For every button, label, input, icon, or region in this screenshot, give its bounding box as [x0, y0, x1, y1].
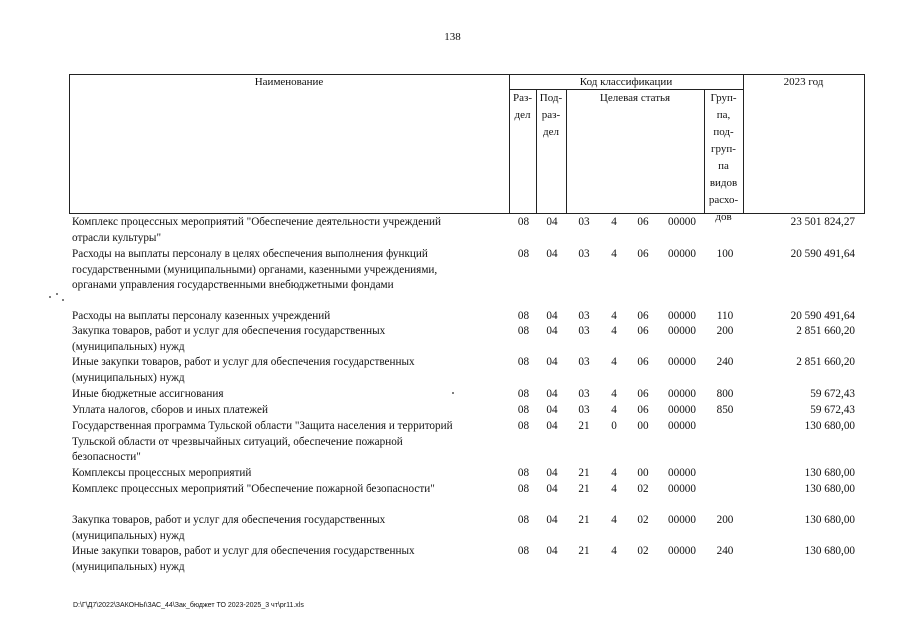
row-amount: 20 590 491,64	[790, 310, 855, 322]
row-amount: 130 680,00	[804, 483, 855, 495]
row-target-1: 03	[578, 388, 590, 400]
row-razdel: 08	[517, 483, 530, 495]
row-target-3: 02	[637, 545, 649, 557]
row-group: 800	[716, 388, 734, 400]
row-target-2: 4	[611, 216, 617, 228]
row-target-3: 02	[637, 514, 649, 526]
row-target-1: 03	[578, 248, 590, 260]
page-number: 138	[444, 31, 461, 43]
row-target-3: 06	[637, 388, 649, 400]
row-target-1: 03	[578, 216, 590, 228]
row-target-2: 4	[611, 388, 617, 400]
row-amount: 23 501 824,27	[790, 216, 855, 228]
row-group: 200	[716, 325, 734, 337]
row-podrazdel: 04	[546, 248, 558, 260]
row-target-4: 00000	[668, 514, 696, 526]
row-target-1: 21	[578, 467, 590, 479]
row-target-2: 4	[611, 545, 617, 557]
scan-speck	[62, 299, 64, 301]
header-name: Наименование	[254, 76, 324, 88]
row-target-1: 03	[578, 325, 590, 337]
row-target-4: 00000	[668, 216, 696, 228]
row-target-4: 00000	[668, 388, 696, 400]
row-target-4: 00000	[668, 356, 696, 368]
header-target: Целевая статья	[599, 92, 671, 104]
row-amount: 2 851 660,20	[796, 325, 855, 337]
row-name: Иные бюджетные ассигнования	[72, 388, 224, 400]
row-target-1: 21	[578, 483, 590, 495]
row-target-3: 06	[637, 356, 649, 368]
row-group: 240	[716, 356, 734, 368]
row-target-3: 02	[637, 483, 649, 495]
row-target-3: 06	[637, 404, 649, 416]
row-amount: 59 672,43	[810, 404, 855, 416]
row-amount: 2 851 660,20	[796, 356, 855, 368]
row-razdel: 08	[517, 545, 530, 557]
row-name: Уплата налогов, сборов и иных платежей	[72, 404, 268, 416]
row-target-4: 00000	[668, 545, 696, 557]
header-year: 2023 год	[783, 76, 824, 88]
row-podrazdel: 04	[546, 325, 558, 337]
row-amount: 130 680,00	[804, 545, 855, 557]
col-divider	[69, 74, 70, 213]
row-razdel: 08	[517, 514, 530, 526]
row-razdel: 08	[517, 310, 530, 322]
row-target-1: 03	[578, 356, 590, 368]
row-target-1: 21	[578, 545, 590, 557]
row-target-2: 0	[611, 420, 617, 432]
header-code-group: Код классификации	[579, 76, 673, 88]
row-target-3: 00	[637, 467, 649, 479]
row-group: 100	[716, 248, 734, 260]
row-target-2: 4	[611, 356, 617, 368]
row-razdel: 08	[517, 248, 530, 260]
header-podrazdel: Под- раз- дел	[539, 92, 563, 138]
footer-file-path: D:\Г\Д7\2022\ЗАКОНЫ\ЗАС_44\Зак_бюджет ТО 2023-2025_3 чт\pr11.xls	[73, 602, 304, 609]
row-name: Комплексы процессных мероприятий	[72, 467, 252, 479]
row-amount: 130 680,00	[804, 420, 855, 432]
row-podrazdel: 04	[546, 388, 558, 400]
row-target-2: 4	[611, 514, 617, 526]
row-target-2: 4	[611, 483, 617, 495]
row-razdel: 08	[517, 388, 530, 400]
row-name: Расходы на выплаты персоналу казенных учреждений	[72, 310, 331, 322]
row-target-3: 06	[637, 325, 649, 337]
row-target-3: 06	[637, 216, 649, 228]
row-podrazdel: 04	[546, 404, 558, 416]
col-divider	[566, 89, 567, 213]
row-target-4: 00000	[668, 325, 696, 337]
row-name: Комплекс процессных мероприятий "Обеспечение деятельности учреждений отрасли культуры"	[72, 216, 442, 244]
row-podrazdel: 04	[546, 545, 558, 557]
row-amount: 130 680,00	[804, 514, 855, 526]
scan-speck	[452, 392, 454, 394]
row-podrazdel: 04	[546, 467, 558, 479]
row-target-3: 06	[637, 248, 649, 260]
row-target-4: 00000	[668, 404, 696, 416]
row-target-2: 4	[611, 248, 617, 260]
row-razdel: 08	[517, 404, 530, 416]
row-name: Закупка товаров, работ и услуг для обеспечения государственных (муниципальных) нужд	[72, 514, 386, 542]
scan-speck	[49, 296, 51, 298]
row-target-1: 03	[578, 404, 590, 416]
row-name: Закупка товаров, работ и услуг для обеспечения государственных (муниципальных) нужд	[72, 325, 386, 353]
row-name: Комплекс процессных мероприятий "Обеспечение пожарной безопасности"	[72, 483, 435, 495]
row-group: 110	[716, 310, 734, 322]
row-target-2: 4	[611, 467, 617, 479]
row-name: Иные закупки товаров, работ и услуг для обеспечения государственных (муниципальных) нужд	[72, 545, 415, 573]
row-target-2: 4	[611, 325, 617, 337]
row-amount: 130 680,00	[804, 467, 855, 479]
row-podrazdel: 04	[546, 514, 558, 526]
row-razdel: 08	[517, 216, 530, 228]
row-amount: 20 590 491,64	[790, 248, 855, 260]
row-target-4: 00000	[668, 248, 696, 260]
row-razdel: 08	[517, 325, 530, 337]
row-group: 240	[716, 545, 734, 557]
row-name: Расходы на выплаты персоналу в целях обеспечения выполнения функций государственными (муниципальными) органами, казенными учреждениями, органами управления государственными внебюджетными фондами	[72, 248, 438, 291]
col-divider	[743, 74, 744, 213]
row-target-4: 00000	[668, 420, 696, 432]
row-razdel: 08	[517, 356, 530, 368]
row-target-1: 03	[578, 310, 590, 322]
header-bottom-border	[69, 213, 865, 214]
row-podrazdel: 04	[546, 310, 558, 322]
col-divider	[864, 74, 865, 213]
row-podrazdel: 04	[546, 356, 558, 368]
row-group: 200	[716, 514, 734, 526]
row-podrazdel: 04	[546, 483, 558, 495]
row-group: 850	[716, 404, 734, 416]
header-razdel: Раз- дел	[512, 92, 532, 121]
row-podrazdel: 04	[546, 420, 558, 432]
row-target-4: 00000	[668, 467, 696, 479]
row-podrazdel: 04	[546, 216, 558, 228]
row-target-3: 06	[637, 310, 649, 322]
header-group: Груп- па, под- груп- па видов расхо- дов	[708, 92, 739, 223]
row-target-4: 00000	[668, 483, 696, 495]
row-name: Государственная программа Тульской области "Защита населения и территорий Тульской области от чрезвычайных ситуаций, обеспечение пожарной безопасности"	[72, 420, 453, 463]
row-razdel: 08	[517, 420, 530, 432]
row-target-1: 21	[578, 420, 590, 432]
row-target-1: 21	[578, 514, 590, 526]
row-target-4: 00000	[668, 310, 696, 322]
row-name: Иные закупки товаров, работ и услуг для обеспечения государственных (муниципальных) нужд	[72, 356, 415, 384]
row-target-2: 4	[611, 404, 617, 416]
row-razdel: 08	[517, 467, 530, 479]
row-target-2: 4	[611, 310, 617, 322]
scan-speck	[56, 293, 58, 295]
row-target-3: 00	[637, 420, 649, 432]
row-amount: 59 672,43	[810, 388, 855, 400]
